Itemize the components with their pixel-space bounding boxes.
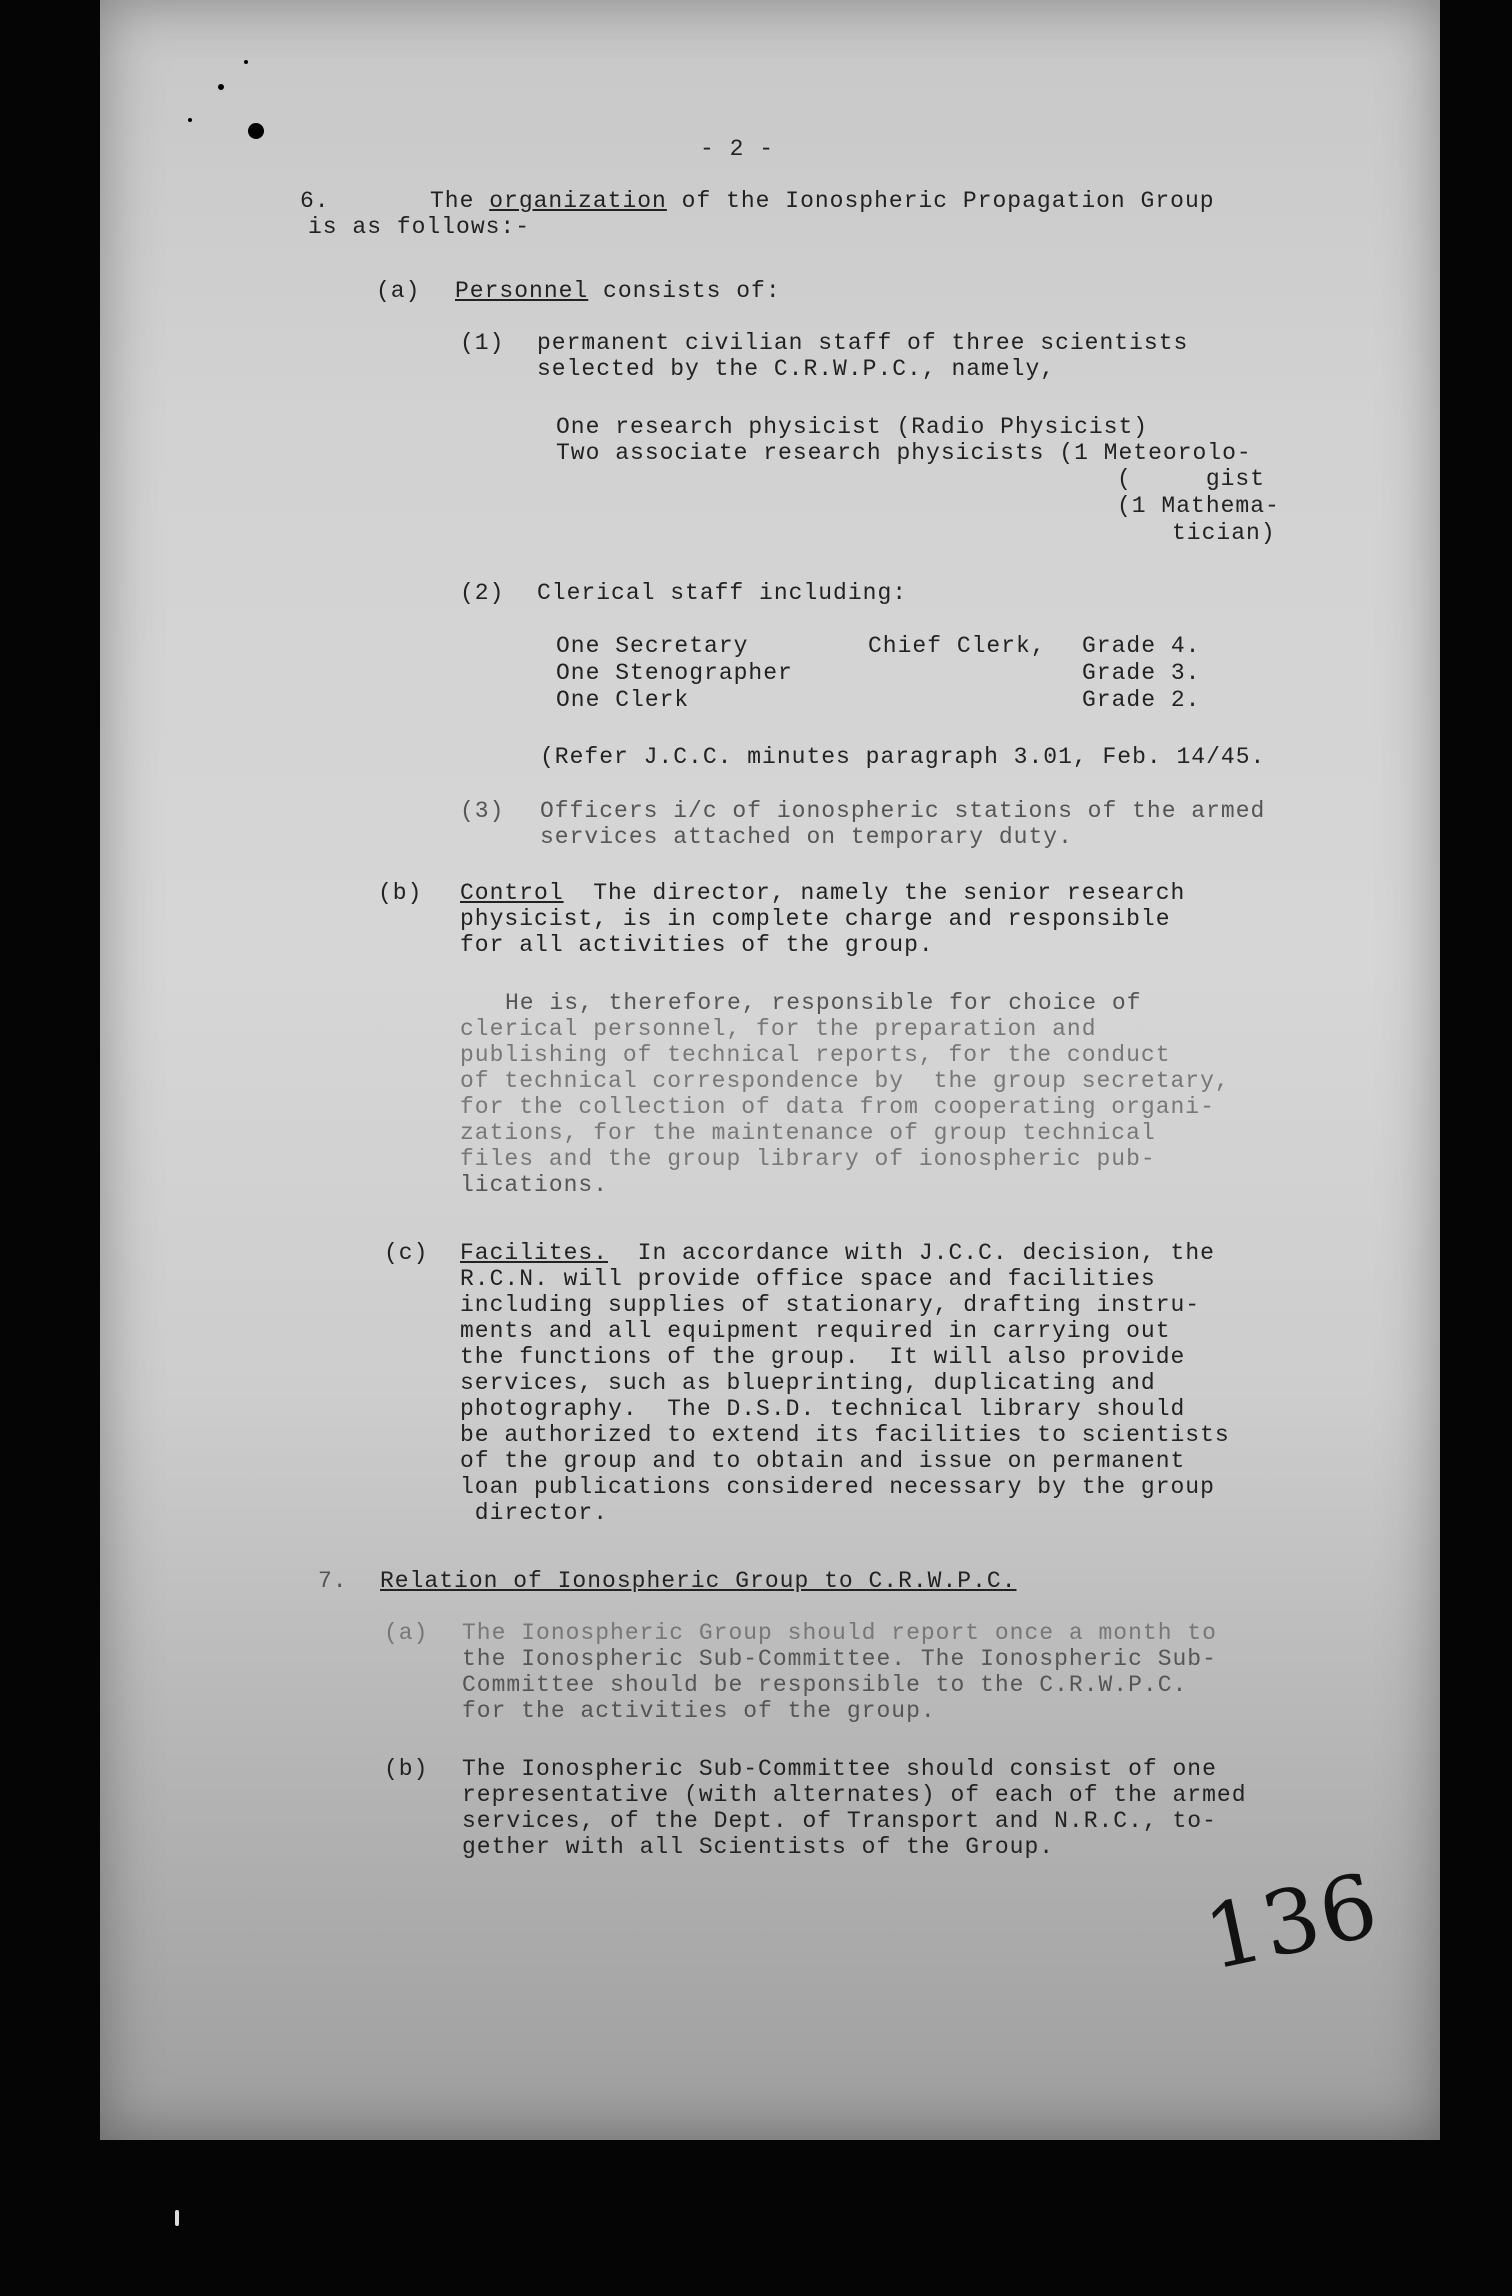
control-para-4: of technical correspondence by the group secretary, (460, 1068, 1230, 1094)
item-a-heading: Personnel consists of: (455, 278, 781, 304)
item-b-line-2: physicist, is in complete charge and responsible (460, 906, 1171, 932)
control-para-5: for the collection of data from cooperating organi- (460, 1094, 1215, 1120)
clerical-role-2: One Stenographer (556, 660, 793, 686)
page-number: - 2 - (700, 136, 775, 162)
item-7a-line-3: Committee should be responsible to the C.R.W.P.C. (462, 1672, 1188, 1698)
item-7a-line-4: for the activities of the group. (462, 1698, 936, 1724)
handwritten-page-number: 136 (1196, 1853, 1388, 1990)
control-para-7: files and the group library of ionospheric pub- (460, 1146, 1156, 1172)
refer-note: (Refer J.C.C. minutes paragraph 3.01, Feb. 14/45. (540, 744, 1266, 770)
item-c-line-1: Facilites. In accordance with J.C.C. decision, the (460, 1240, 1215, 1266)
item-c-line-3: including supplies of stationary, drafting instru- (460, 1292, 1201, 1318)
item-b-line-1: Control The director, namely the senior research (460, 880, 1186, 906)
section-7-number: 7. (318, 1568, 348, 1594)
section-6-line-1: The organization of the Ionospheric Propagation Group (430, 188, 1215, 214)
scan-speck (244, 60, 248, 64)
control-para-3: publishing of technical reports, for the conduct (460, 1042, 1171, 1068)
item-7a-line-1: The Ionospheric Group should report once a month to (462, 1620, 1217, 1646)
item-a1-label: (1) (460, 330, 505, 356)
item-a-label: (a) (376, 278, 421, 304)
item-a2-line-1: Clerical staff including: (537, 580, 908, 606)
scan-speck (218, 84, 224, 90)
item-7b-line-3: services, of the Dept. of Transport and N.R.C., to- (462, 1808, 1217, 1834)
item-c-line-11: director. (460, 1500, 609, 1526)
scan-speck (248, 123, 264, 139)
staff-row-3: ( gist (1117, 466, 1266, 492)
scan-speck (175, 2210, 179, 2226)
item-c-line-4: ments and all equipment required in carrying out (460, 1318, 1171, 1344)
control-para-2: clerical personnel, for the preparation and (460, 1016, 1097, 1042)
section-7-heading: Relation of Ionospheric Group to C.R.W.P.C. (380, 1568, 1017, 1594)
item-a3-label: (3) (460, 798, 505, 824)
item-7a-label: (a) (384, 1620, 429, 1646)
item-7b-line-2: representative (with alternates) of each of the armed (462, 1782, 1247, 1808)
item-c-line-5: the functions of the group. It will also provide (460, 1344, 1186, 1370)
item-a3-line-1: Officers i/c of ionospheric stations of the armed (540, 798, 1266, 824)
control-para-8: lications. (460, 1172, 609, 1198)
item-a3-line-2: services attached on temporary duty. (540, 824, 1073, 850)
clerical-grade-3: Grade 2. (1082, 687, 1201, 713)
item-c-line-6: services, such as blueprinting, duplicating and (460, 1370, 1156, 1396)
clerical-role-1: One Secretary (556, 633, 749, 659)
section-6-number: 6. (300, 188, 330, 214)
control-para-6: zations, for the maintenance of group technical (460, 1120, 1156, 1146)
item-a2-label: (2) (460, 580, 505, 606)
scan-speck (188, 118, 192, 122)
item-c-line-7: photography. The D.S.D. technical library should (460, 1396, 1186, 1422)
clerical-grade-2: Grade 3. (1082, 660, 1201, 686)
item-a1-line-1: permanent civilian staff of three scientists (537, 330, 1189, 356)
staff-row-4: (1 Mathema- (1117, 493, 1280, 519)
item-a1-line-2: selected by the C.R.W.P.C., namely, (537, 356, 1056, 382)
item-c-line-10: loan publications considered necessary by the group (460, 1474, 1215, 1500)
item-c-line-8: be authorized to extend its facilities to scientists (460, 1422, 1230, 1448)
staff-row-5: tician) (1172, 520, 1276, 546)
item-b-line-3: for all activities of the group. (460, 932, 934, 958)
item-7b-line-1: The Ionospheric Sub-Committee should consist of one (462, 1756, 1217, 1782)
clerical-title-1: Chief Clerk, (868, 633, 1046, 659)
staff-row-2: Two associate research physicists (1 Meteorolo- (556, 440, 1252, 466)
clerical-grade-1: Grade 4. (1082, 633, 1201, 659)
control-para-1: He is, therefore, responsible for choice of (505, 990, 1142, 1016)
item-7a-line-2: the Ionospheric Sub-Committee. The Ionospheric Sub- (462, 1646, 1217, 1672)
section-6-line-2: is as follows:- (308, 214, 531, 240)
item-c-line-2: R.C.N. will provide office space and facilities (460, 1266, 1156, 1292)
clerical-role-3: One Clerk (556, 687, 690, 713)
item-b-label: (b) (378, 880, 423, 906)
staff-row-1: One research physicist (Radio Physicist) (556, 414, 1149, 440)
item-7b-label: (b) (384, 1756, 429, 1782)
item-c-label: (c) (384, 1240, 429, 1266)
item-7b-line-4: gether with all Scientists of the Group. (462, 1834, 1055, 1860)
item-c-line-9: of the group and to obtain and issue on permanent (460, 1448, 1186, 1474)
